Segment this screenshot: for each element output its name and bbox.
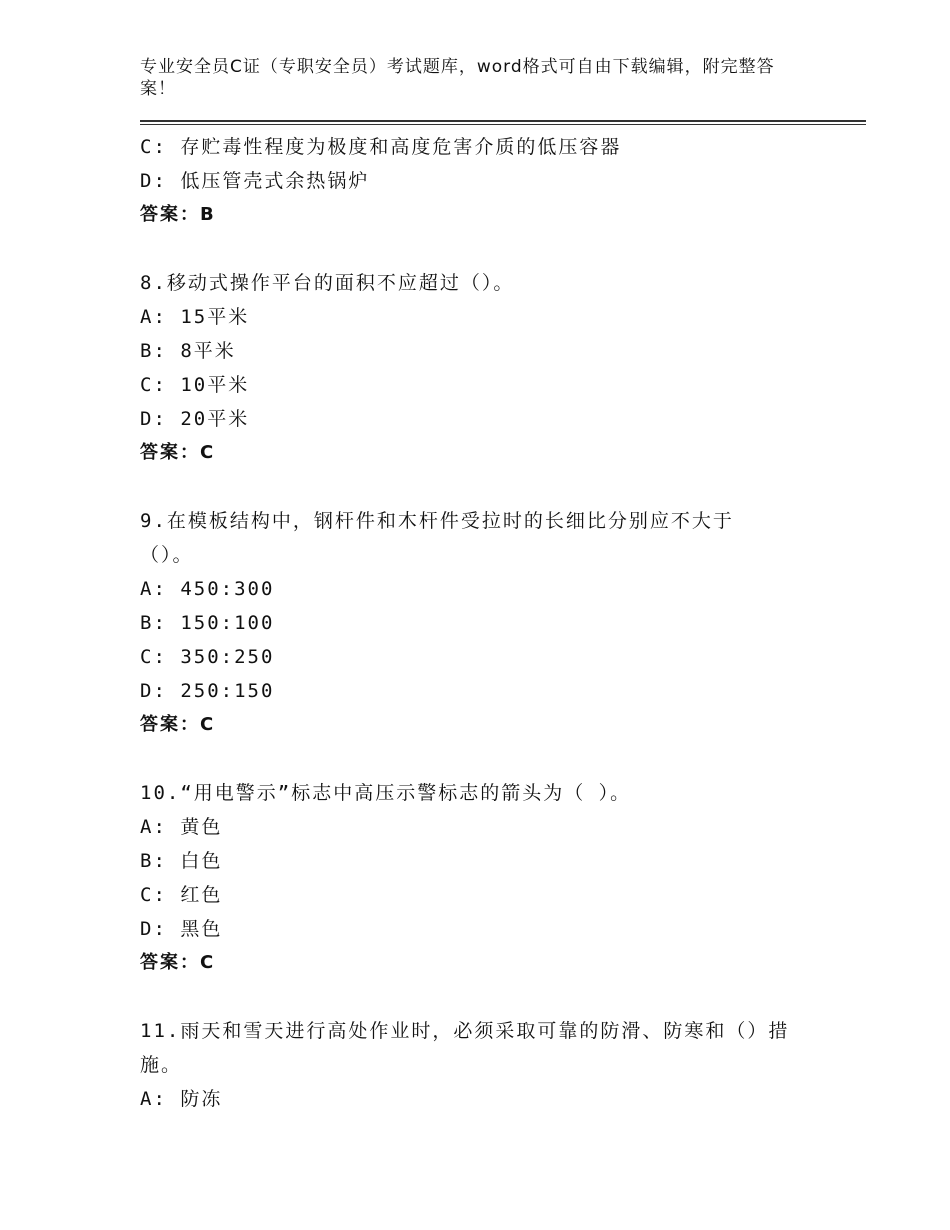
answer: 答案：C [140, 442, 216, 463]
option-a: A: 防冻 [140, 1088, 223, 1110]
header-divider-thin [140, 124, 866, 125]
option-d: D: 20平米 [140, 408, 250, 430]
option-b: B: 150:100 [140, 612, 275, 634]
question-text: 9.在模板结构中，钢杆件和木杆件受拉时的长细比分别应不大于 [140, 510, 734, 532]
question-text: 11.雨天和雪天进行高处作业时，必须采取可靠的防滑、防寒和（）措 [140, 1020, 790, 1042]
option-d: D: 250:150 [140, 680, 275, 702]
option-c: C: 10平米 [140, 374, 250, 396]
spacer [140, 470, 820, 504]
spacer [140, 232, 820, 266]
option-c: C: 350:250 [140, 646, 275, 668]
question-7 [140, 130, 820, 232]
question-text-continued: （）。 [140, 544, 194, 566]
question-11 [140, 1014, 820, 1116]
header-divider-thick [140, 120, 866, 122]
option-a: A: 15平米 [140, 306, 250, 328]
question-list [140, 130, 820, 1116]
option-c: C: 存贮毒性程度为极度和高度危害介质的低压容器 [140, 136, 622, 158]
question-9 [140, 504, 820, 742]
question-text: 8.移动式操作平台的面积不应超过（）。 [140, 272, 515, 294]
question-10 [140, 776, 820, 980]
option-d: D: 黑色 [140, 918, 223, 940]
option-b: B: 白色 [140, 850, 223, 872]
question-8 [140, 266, 820, 470]
question-text: 10.“用电警示”标志中高压示警标志的箭头为（ ）。 [140, 782, 632, 804]
option-c: C: 红色 [140, 884, 223, 906]
question-text-continued: 施。 [140, 1054, 183, 1076]
document-header: 专业安全员C证（专职安全员）考试题库，word格式可自由下载编辑，附完整答案！ [140, 57, 775, 99]
option-a: A: 黄色 [140, 816, 223, 838]
spacer [140, 980, 820, 1014]
option-b: B: 8平米 [140, 340, 236, 362]
option-a: A: 450:300 [140, 578, 275, 600]
answer: 答案：C [140, 714, 216, 735]
answer: 答案：C [140, 952, 216, 973]
option-d: D: 低压管壳式余热锅炉 [140, 170, 370, 192]
spacer [140, 742, 820, 776]
answer: 答案：B [140, 204, 216, 225]
